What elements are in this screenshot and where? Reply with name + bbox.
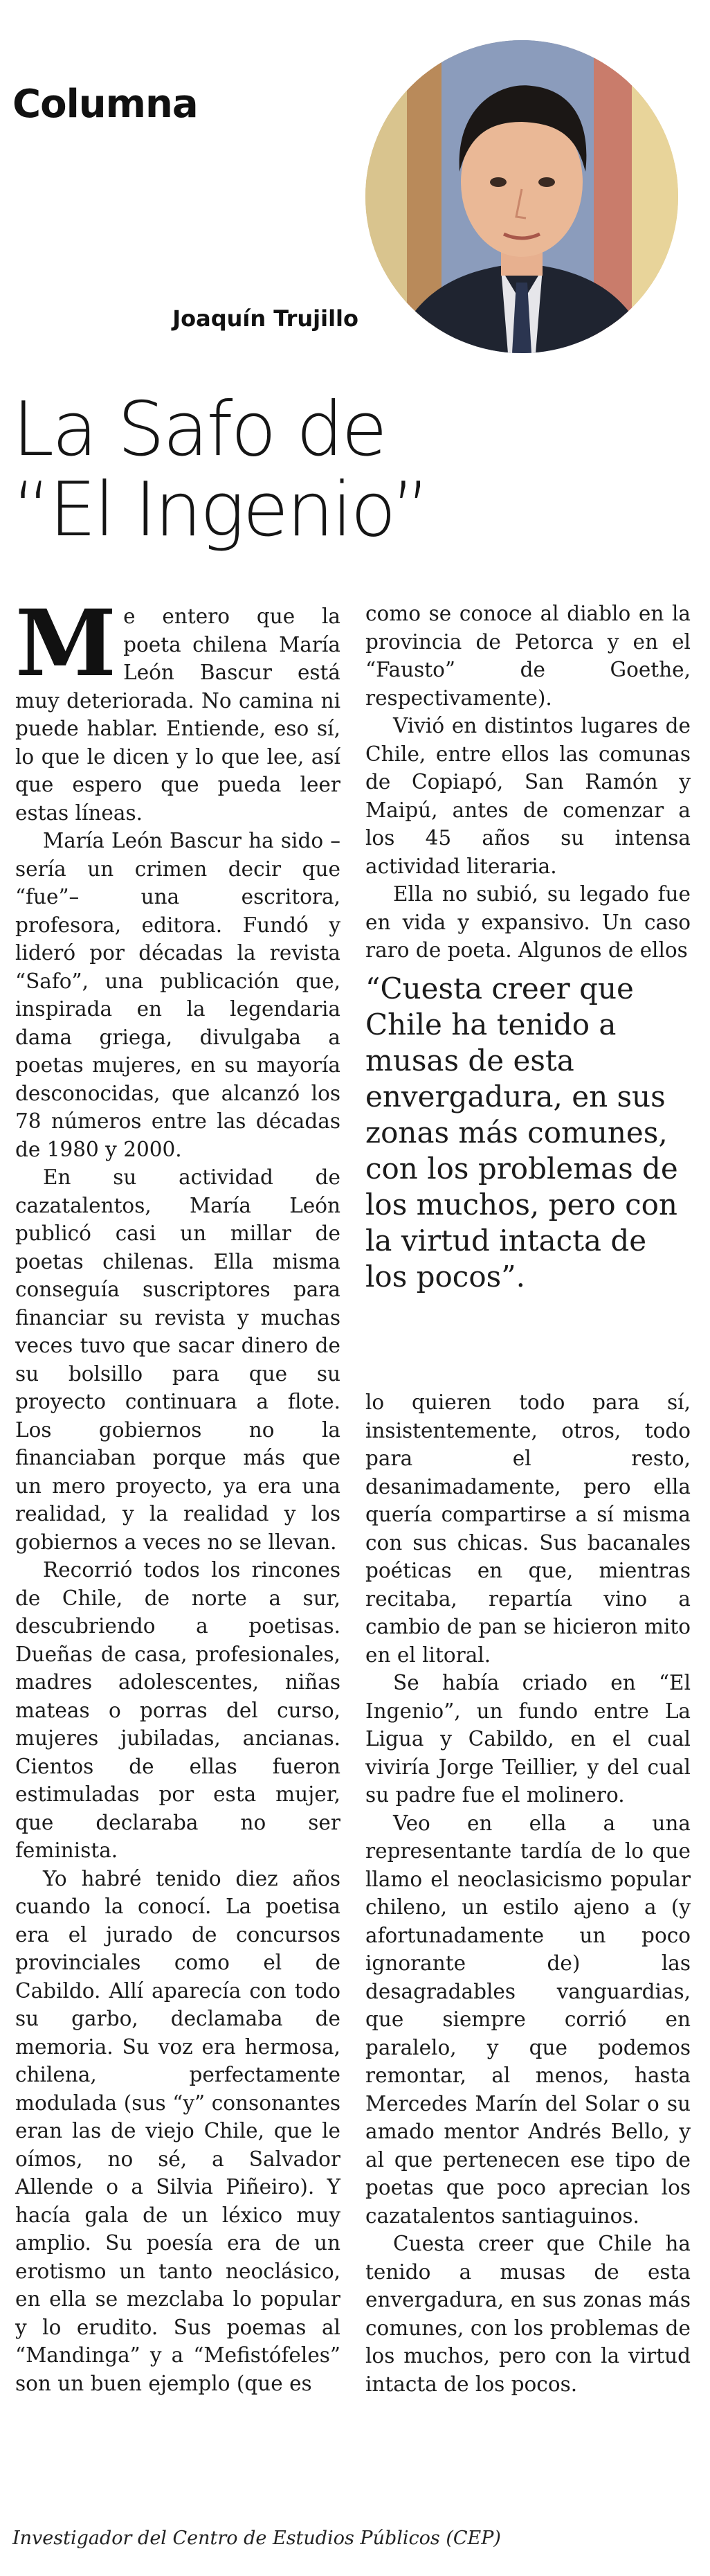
drop-cap: M: [15, 590, 117, 697]
paragraph: Veo en ella a una representante tardía de lo que llamo el neoclasicismo popular chileno, un estilo ajeno a (y afortunadamente un poco ignorante de) las desagradables vanguardias, que siempre corrió en paralelo, y que podemos remontar, al menos, hasta Mercedes Marín del Solar o su amado mentor Andrés Bello, y al que pertenecen ese tipo de poetas que poco aprecian los cazatalentos santiaguinos.: [365, 1811, 691, 2228]
article-column-right-bottom: [365, 1388, 691, 2398]
paragraph: En su actividad de cazatalentos, María León publicó casi un millar de poetas chilenas. Ella misma conseguía suscriptores para financiar su revista y muchas veces tuvo que sacar dinero de su bolsillo para que su proyecto continuara a flote. Los gobiernos no la financiaban porque más que un mero proyecto, ya era una realidad, y la realidad y los gobiernos a veces no se llevan.: [15, 1165, 340, 1554]
paragraph: María León Bascur ha sido –sería un crimen decir que “fue”– una escritora, profesora, editora. Fundó y lideró por décadas la revista “Safo”, una publicación que, inspirada en la legendaria dama griega, divulgaba a poetas mujeres, en su mayoría desconocidas, que alcanzó los 78 números entre las décadas de 1980 y 2000.: [15, 829, 340, 1161]
article-column-left: [15, 590, 340, 2397]
paragraph: lo quieren todo para sí, insistentemente, otros, todo para el resto, desanimadamente, pero ella quería compartirse a sí misma con sus chicas. Sus bacanales poéticas en que, mientras recitaba, repartía vino a cambio de pan se hicieron mito en el litoral.: [365, 1390, 691, 1667]
paragraph: Ella no subió, su legado fue en vida y expansivo. Un caso raro de poeta. Algunos de ellos: [365, 882, 691, 962]
paragraph: Me entero que la poeta chilena María León Bascur está muy deteriorada. No camina ni puede hablar. Entiende, eso sí, lo que le dicen y lo que lee, así que espero que pueda leer estas líneas.: [15, 590, 340, 825]
section-label: Columna: [12, 82, 198, 127]
paragraph: Cuesta creer que Chile ha tenido a musas de esta envergadura, en sus zonas más comunes, con los problemas de los muchos, pero con la virtud intacta de los pocos.: [365, 2232, 691, 2396]
headline-line-1: La Safo de: [12, 386, 385, 473]
paragraph: Recorrió todos los rincones de Chile, de norte a sur, descubriendo a poetisas. Dueñas de casa, profesionales, madres adolescentes, niñas mateas o porras del curso, mujeres jubiladas, ancianas. Cientos de ellas fueron estimuladas por esta mujer, que declaraba no ser feminista.: [15, 1558, 340, 1862]
author-name: Joaquín Trujillo: [172, 305, 358, 332]
pull-quote: “Cuesta creer que Chile ha tenido a musas de esta envergadura, en sus zonas más comunes, con los problemas de los muchos, pero con la virtud intacta de los pocos”.: [365, 972, 678, 1294]
headline: [12, 386, 691, 553]
paragraph: Vivió en distintos lugares de Chile, entre ellos las comunas de Copiapó, San Ramón y Maipú, antes de comenzar a los 45 años su intensa actividad literaria.: [365, 714, 691, 878]
author-portrait: [365, 40, 678, 353]
article-column-right-top: [365, 600, 691, 965]
headline-line-2: “El Ingenio”: [12, 467, 428, 553]
paragraph: como se conoce al diablo en la provincia de Petorca y en el “Fausto” de Goethe, respectivamente).: [365, 602, 691, 710]
paragraph: Se había criado en “El Ingenio”, un fundo entre La Ligua y Cabildo, en el cual viviría Jorge Teillier, y del cual su padre fue el molinero.: [365, 1671, 691, 1807]
paragraph: Yo habré tenido diez años cuando la conocí. La poetisa era el jurado de concursos provinciales como el de Cabildo. Allí aparecía con todo su garbo, declamaba de memoria. Su voz era hermosa, chilena, perfectamente modulada (sus “y” consonantes eran las de viejo Chile, que le oímos, no sé, a Salvador Allende o a Silvia Piñeiro). Y hacía gala de un léxico muy amplio. Su poesía era de un erotismo un tanto neoclásico, en ella se mezclaba lo popular y lo erudito. Sus poemas al “Mandinga” y a “Mefistófeles” son un buen ejemplo (que es: [15, 1866, 340, 2395]
author-affiliation: Investigador del Centro de Estudios Públicos (CEP): [12, 2528, 501, 2549]
